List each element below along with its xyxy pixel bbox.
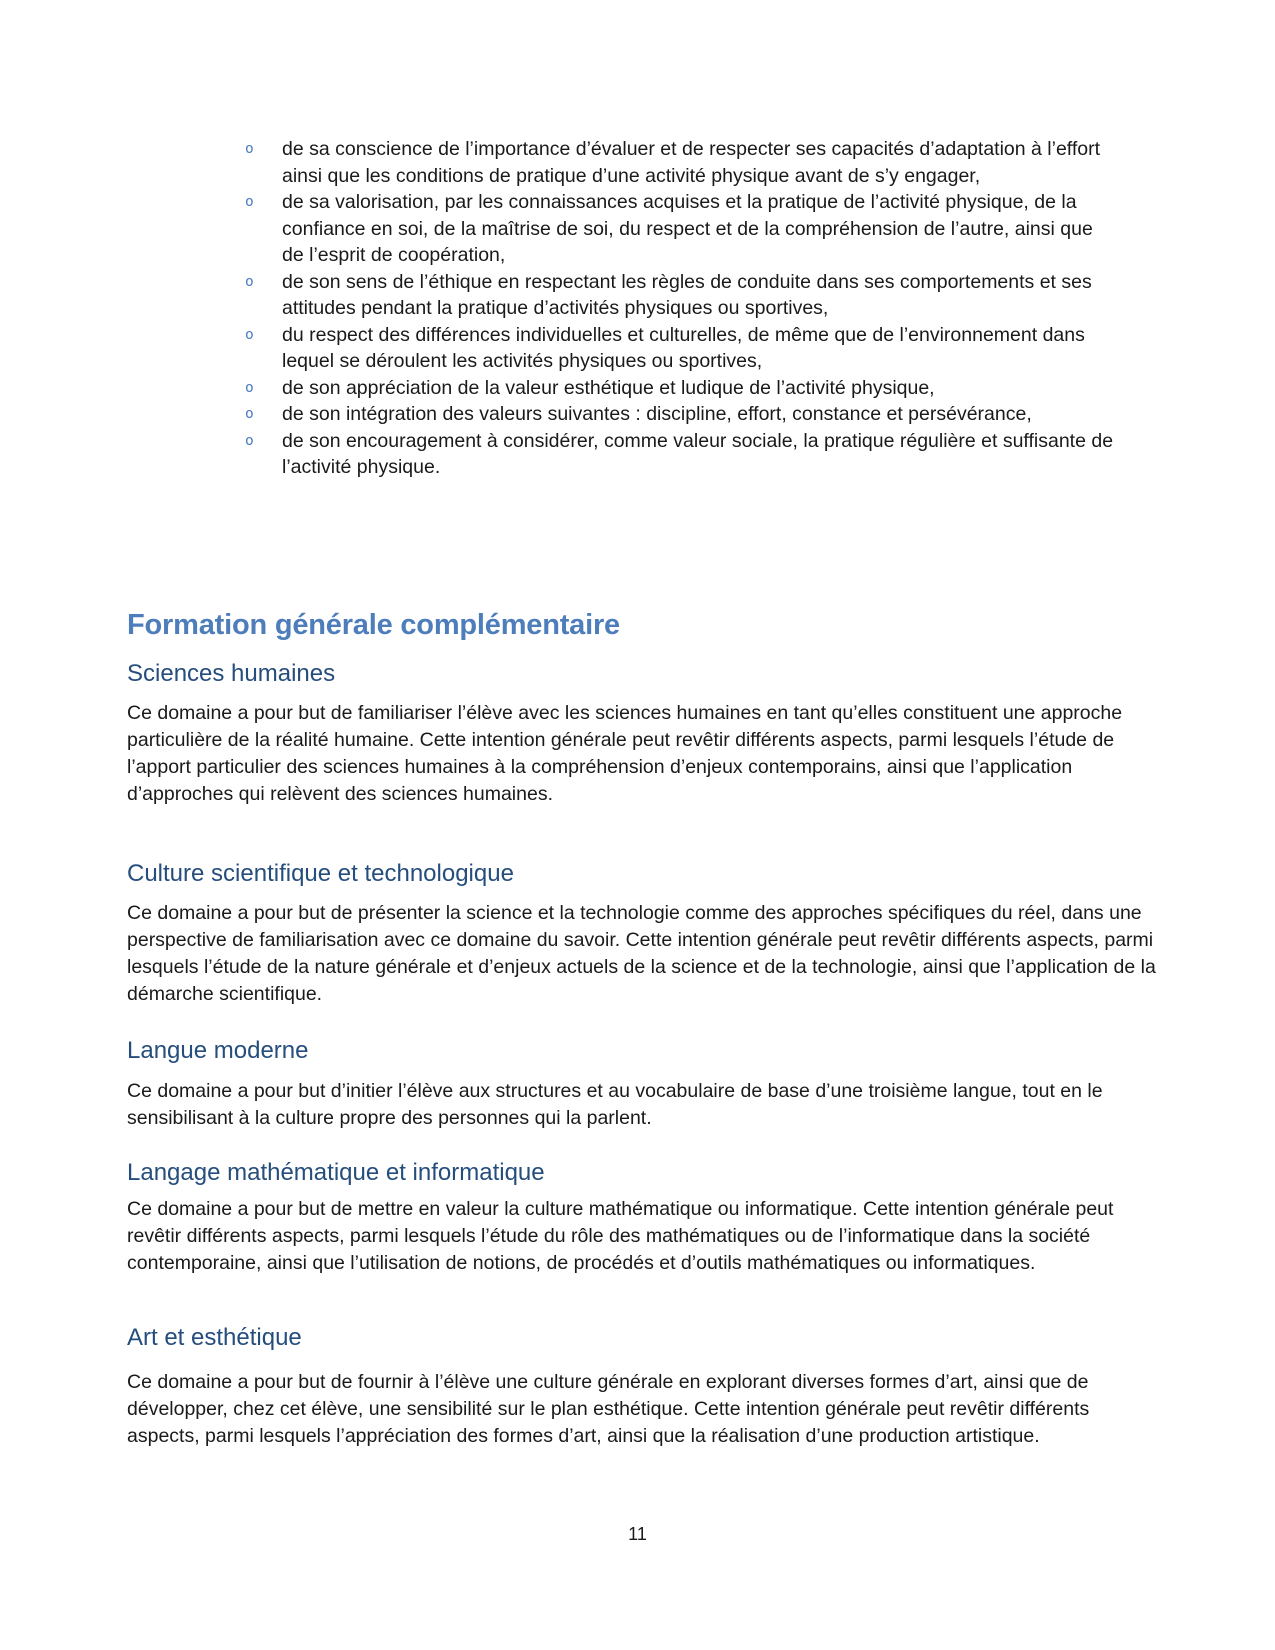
list-item — [127, 136, 1162, 189]
section-heading-langue-moderne: Langue moderne — [127, 1037, 309, 1064]
bullet-marker-icon: o — [245, 194, 254, 210]
section-body-art-esthetique: Ce domaine a pour but de fournir à l’élève une culture générale en explorant diverses formes d’art, ainsi que de développer, chez cet élève, une sensibilité sur le plan esthétique. Cette intention générale peut revêtir différents aspects, parmi lesquels l’appréciation des formes d’art, ainsi que la réalisation d’une production artistique. — [127, 1371, 1090, 1447]
list-item — [127, 375, 1162, 402]
bullet-marker-icon: o — [245, 141, 254, 157]
list-item-text: de son encouragement à considérer, comme valeur sociale, la pratique régulière et suffisante de l’activité physique. — [282, 429, 1114, 478]
list-item-text: de son appréciation de la valeur esthétique et ludique de l’activité physique, — [282, 376, 935, 399]
bullet-marker-icon: o — [245, 432, 254, 449]
section-body-culture-scientifique: Ce domaine a pour but de présenter la science et la technologie comme des approches spécifiques du réel, dans une perspective de familiarisation avec ce domaine du savoir. Cette intention générale peut revêtir différents aspects, parmi lesquels l’étude de la nature générale et d’enjeux actuels de la science et de la technologie, ainsi que l’application de la démarche scientifique. — [127, 902, 1156, 1005]
list-item-text: de sa valorisation, par les connaissances acquises et la pratique de l’activité physique, de la confiance en soi, de la maîtrise de soi, du respect et de la compréhension de l’autre, ainsi que de l’esprit de coopération, — [282, 191, 1093, 266]
list-item-text: de son sens de l’éthique en respectant les règles de conduite dans ses comportements et ses attitudes pendant la pratique d’activités physiques ou sportives, — [282, 270, 1092, 319]
list-item-text: du respect des différences individuelles et culturelles, de même que de l’environnement dans lequel se déroulent les activités physiques ou sportives, — [282, 323, 1085, 372]
bullet-marker-icon: o — [245, 273, 254, 290]
section-heading-langage-mathematique: Langage mathématique et informatique — [127, 1159, 545, 1186]
bullet-marker-icon: o — [245, 406, 254, 422]
list-item-text: de son intégration des valeurs suivantes : discipline, effort, constance et persévérance, — [282, 403, 1032, 425]
bullet-marker-icon: o — [245, 379, 254, 396]
bullet-list — [127, 136, 1162, 481]
page-title: Formation générale complémentaire — [127, 609, 620, 641]
list-item — [127, 189, 1162, 269]
page-number: 11 — [628, 1524, 647, 1544]
section-body-sciences-humaines: Ce domaine a pour but de familiariser l’élève avec les sciences humaines en tant qu’elles constituent une approche particulière de la réalité humaine. Cette intention générale peut revêtir différents aspects, parmi lesquels l’étude de l’apport particulier des sciences humaines à la compréhension d’enjeux contemporains, ainsi que l’application d’approches qui relèvent des sciences humaines. — [127, 702, 1123, 805]
section-body-langue-moderne: Ce domaine a pour but d’initier l’élève aux structures et au vocabulaire de base d’une troisième langue, tout en le sensibilisant à la culture propre des personnes qui la parlent. — [127, 1080, 1103, 1129]
list-item — [127, 269, 1162, 322]
bullet-marker-icon: o — [245, 326, 254, 343]
list-item — [127, 401, 1162, 428]
section-body-langage-mathematique: Ce domaine a pour but de mettre en valeur la culture mathématique ou informatique. Cette intention générale peut revêtir différents aspects, parmi lesquels l’étude du rôle des mathématiques ou de l’informatique dans la société contemporaine, ainsi que l’utilisation de notions, de procédés et d’outils mathématiques ou informatiques. — [127, 1198, 1114, 1274]
list-item — [127, 428, 1162, 481]
section-heading-art-esthetique: Art et esthétique — [127, 1324, 302, 1351]
list-item — [127, 322, 1162, 375]
section-heading-culture-scientifique: Culture scientifique et technologique — [127, 860, 514, 887]
list-item-text: de sa conscience de l’importance d’évaluer et de respecter ses capacités d’adaptation à l’effort ainsi que les conditions de pratique d’une activité physique avant de s’y engager, — [282, 138, 1101, 187]
section-heading-sciences-humaines: Sciences humaines — [127, 660, 336, 687]
